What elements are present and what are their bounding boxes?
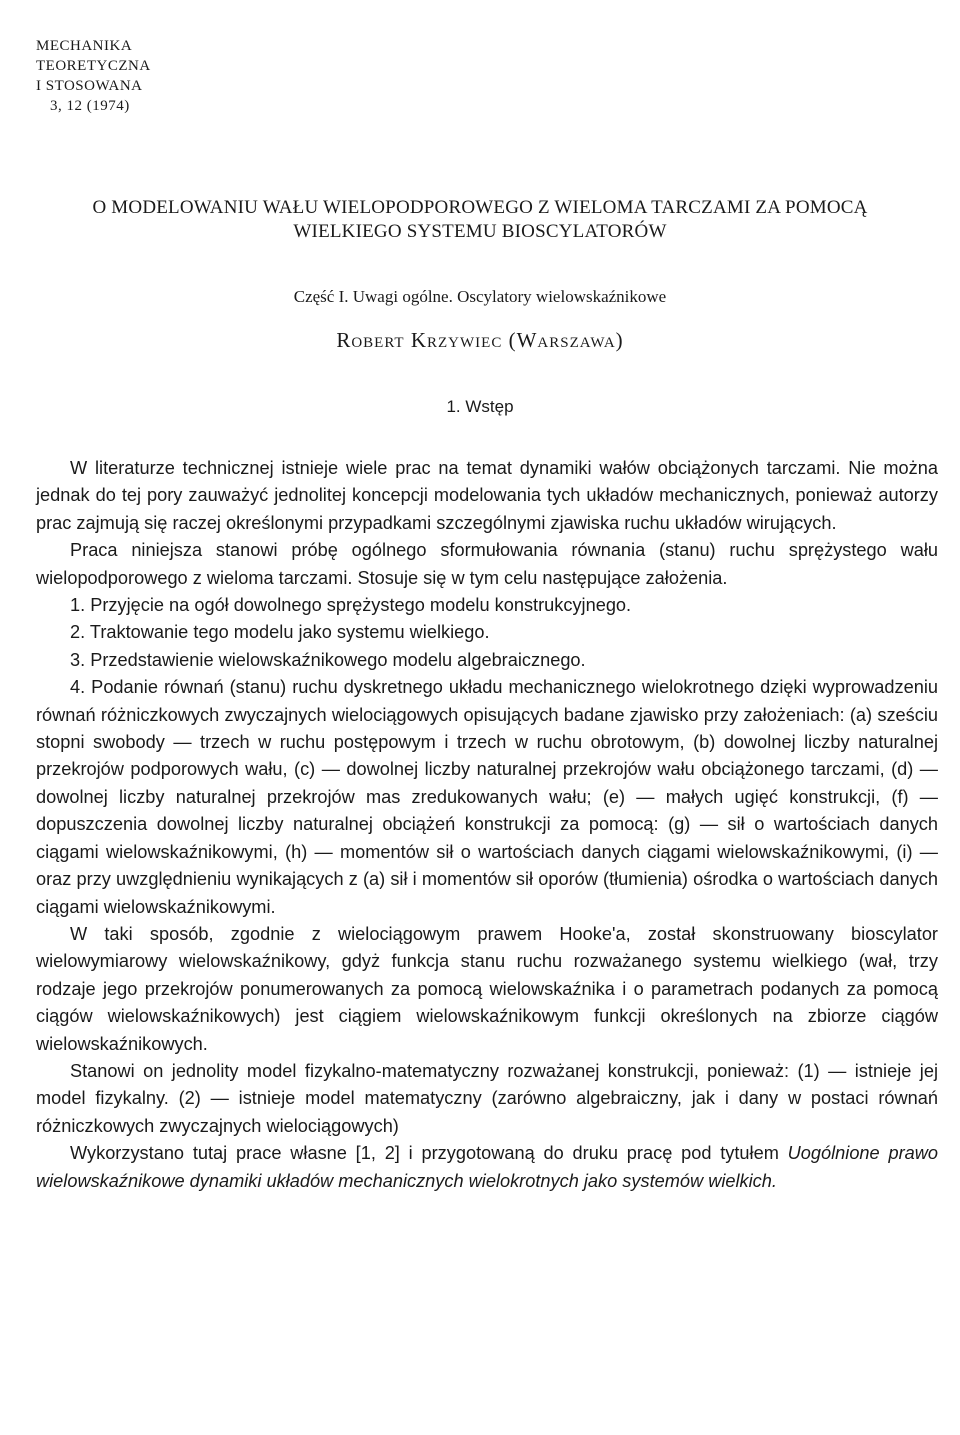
paper-title — [0, 196, 960, 244]
body-text — [36, 455, 938, 1195]
list-item-1: 1. Przyjęcie na ogół dowolnego sprężystego modelu konstrukcyjnego. — [70, 595, 632, 616]
journal-issue: 3, 12 (1974) — [50, 98, 130, 114]
paragraph-aim: Praca niniejsza stanowi próbę ogólnego sformułowania równania (stanu) ruchu sprężystego wału wielopodporowego z wieloma tarczami. Stosuje się w tym celu następujące założenia. — [36, 540, 938, 588]
journal-name-line-3: I STOSOWANA — [36, 78, 143, 94]
paper-title-line-2: WIELKIEGO SYSTEMU BIOSCYLATORÓW — [293, 221, 667, 242]
journal-header — [36, 36, 151, 116]
section-heading: 1. Wstęp — [446, 397, 514, 416]
paper-subtitle: Część I. Uwagi ogólne. Oscylatory wielowskaźnikowe — [293, 287, 667, 306]
list-item-2: 2. Traktowanie tego modelu jako systemu wielkiego. — [70, 622, 490, 643]
paragraph-unified-model: Stanowi on jednolity model fizykalno-matematyczny rozważanej konstrukcji, ponieważ: (1) — istnieje jej model fizykalny. (2) — istnieje model matematyczny (zarówno algebraiczny, jak i dany w postaci równań różniczkowych zwyczajnych wielociągowych) — [36, 1060, 938, 1136]
list-item-3: 3. Przedstawienie wielowskaźnikowego modelu algebraicznego. — [70, 649, 586, 670]
list-item-4: 4. Podanie równań (stanu) ruchu dyskretnego układu mechanicznego wielokrotnego dzięki wyprowadzeniu równań różniczkowych zwyczajnych wielociągowych opisujących badane zjawisko przy założeniach: (a) sześciu stopni swobody — trzech w ruchu postępowym i trzech w ruchu obrotowym, (b) dowolnej liczby naturalnej przekrojów podporowych wału, (c) — dowolnej liczby naturalnej przekrojów wału obciążonego tarczami, (d) — dowolnej liczby naturalnej przekrojów mas zredukowanych wału; (e) — małych ugięć konstrukcji, (f) — dopuszczenia dowolnej liczby naturalnej obciążeń konstrukcji za pomocą: (g) — sił o wartościach danych ciągami wielowskaźnikowymi, (h) — momentów sił o wartościach danych ciągami wielowskaźnikowymi, (i) — oraz przy uwzględnieniu wynikających z (a) sił i momentów sił oporów (tłumienia) ośrodka o wartościach danych ciągami wielowskaźnikowymi. — [36, 677, 938, 917]
author-line: Robert Krzywiec (Warszawa) — [336, 328, 624, 352]
paper-title-line-1: O MODELOWANIU WAŁU WIELOPODPOROWEGO Z WIELOMA TARCZAMI ZA POMOCĄ — [92, 197, 868, 218]
journal-name-line-2: TEORETYCZNA — [36, 58, 151, 74]
paragraph-references — [36, 1140, 938, 1195]
paragraph-bioscillator: W taki sposób, zgodnie z wielociągowym prawem Hooke'a, został skonstruowany bioscylator wielowymiarowy wielowskaźnikowy, gdyż funkcja stanu ruchu rozważanego systemu wielkiego (wał, trzy rodzaje jego przekrojów ponumerowanych za pomocą wielowskaźnika i o parametrach podanych za pomocą ciągów wielowskaźnikowych) jest ciągiem wielowskaźnikowym funkcji określonych na zbiorze ciągów wielowskaźnikowych. — [36, 923, 938, 1054]
referenced-work-title: Uogólnione prawo wielowskaźnikowe dynamiki układów mechanicznych wielokrotnych jako systemów wielkich. — [36, 1143, 938, 1191]
paragraph-references-text: Wykorzystano tutaj prace własne [1, 2] i przygotowaną do druku pracę pod tytułem — [70, 1143, 788, 1164]
journal-name-line-1: MECHANIKA — [36, 38, 133, 54]
paragraph-intro: W literaturze technicznej istnieje wiele prac na temat dynamiki wałów obciążonych tarczami. Nie można jednak do tej pory zauważyć jednolitej koncepcji modelowania tych układów mechanicznych, ponieważ autorzy prac zajmują się raczej określonymi przypadkami szczególnymi zjawiska ruchu układów wirujących. — [36, 458, 938, 533]
